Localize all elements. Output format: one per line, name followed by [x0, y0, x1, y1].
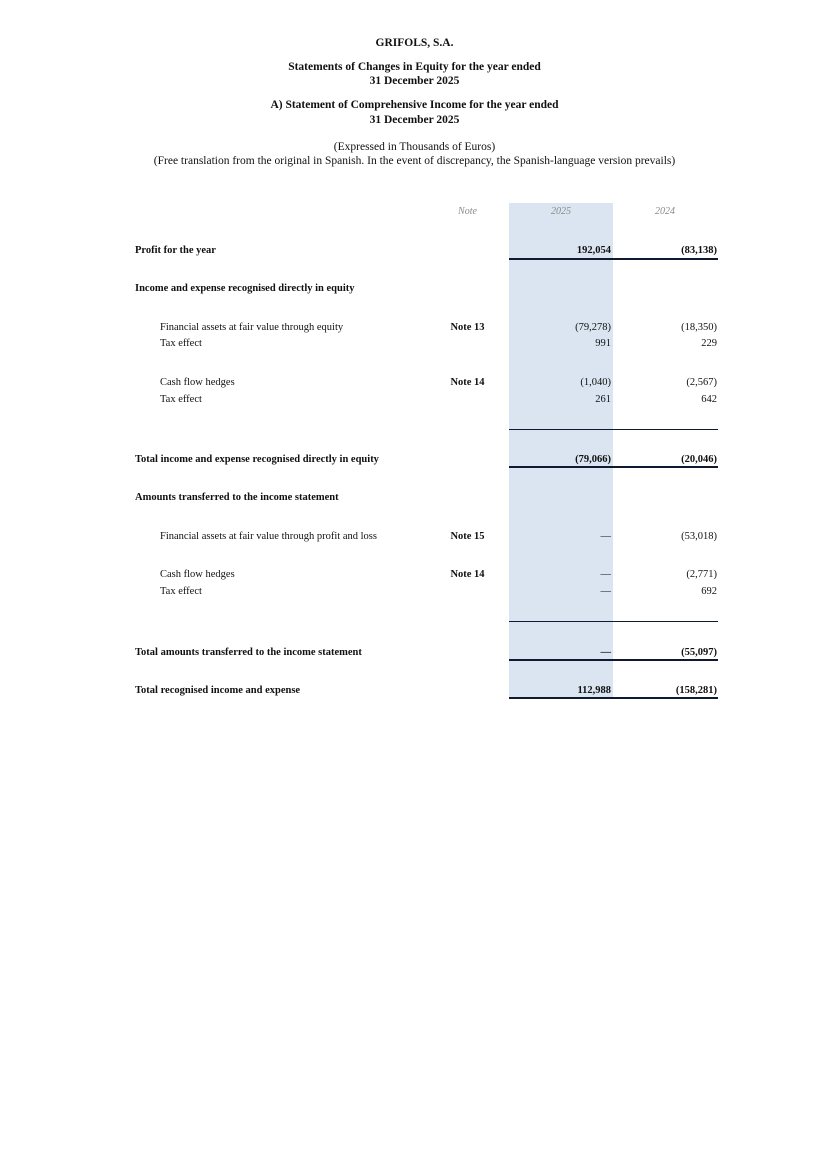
value-2024: (53,018)	[681, 531, 717, 542]
note-ref: Note 14	[450, 377, 485, 388]
section-title-date: 31 December 2025	[369, 114, 460, 126]
value-2025: 192,054	[576, 245, 611, 256]
currency-note: (Expressed in Thousands of Euros)	[333, 141, 496, 153]
value-2025: 112,988	[577, 685, 611, 696]
value-2025: (79,066)	[575, 454, 611, 465]
value-2024: 229	[701, 338, 717, 349]
value-2025: 261	[595, 394, 611, 405]
section-heading: Income and expense recognised directly in equity	[135, 283, 355, 294]
section-heading: Amounts transferred to the income statement	[135, 492, 339, 503]
rule	[509, 697, 718, 699]
value-2024: (55,097)	[681, 647, 717, 658]
value-2024: (158,281)	[675, 685, 717, 696]
rule	[509, 659, 718, 661]
note-column-header: Note	[458, 206, 477, 217]
value-2025: (79,278)	[575, 322, 611, 333]
row-label: Financial assets at fair value through equity	[160, 322, 344, 333]
rule	[509, 429, 718, 430]
value-2024: (83,138)	[681, 245, 717, 256]
row-label: Cash flow hedges	[160, 569, 235, 580]
value-2025: —	[600, 531, 611, 542]
row-label: Tax effect	[160, 394, 202, 405]
value-2025: —	[600, 569, 611, 580]
value-2024: (18,350)	[681, 322, 717, 333]
section-title: A) Statement of Comprehensive Income for the year ended	[270, 99, 559, 111]
row-label: Tax effect	[160, 586, 202, 597]
value-2025: —	[600, 647, 611, 658]
row-label: Total income and expense recognised directly in equity	[135, 454, 379, 465]
row-label: Tax effect	[160, 338, 202, 349]
rule	[509, 466, 718, 468]
statement-title: Statements of Changes in Equity for the year ended	[288, 61, 541, 73]
row-label: Profit for the year	[135, 245, 216, 256]
note-ref: Note 14	[450, 569, 485, 580]
note-ref: Note 15	[450, 531, 485, 542]
row-label: Cash flow hedges	[160, 377, 235, 388]
company-name: GRIFOLS, S.A.	[375, 37, 454, 49]
year-2024-column-header: 2024	[655, 206, 675, 217]
row-label: Total recognised income and expense	[135, 685, 301, 696]
value-2025: —	[600, 586, 611, 597]
value-2024: 692	[701, 586, 717, 597]
row-label: Total amounts transferred to the income statement	[135, 647, 362, 658]
rule	[509, 258, 718, 260]
row-label: Financial assets at fair value through profit and loss	[160, 531, 377, 542]
value-2024: (2,567)	[686, 377, 717, 388]
value-2025: 991	[595, 338, 611, 349]
value-2024: 642	[701, 394, 717, 405]
value-2025: (1,040)	[580, 377, 611, 388]
statement-title-date: 31 December 2025	[369, 75, 460, 87]
value-2024: (20,046)	[681, 454, 717, 465]
value-2024: (2,771)	[686, 569, 717, 580]
note-ref: Note 13	[450, 322, 485, 333]
rule	[509, 621, 718, 622]
current-year-highlight	[509, 203, 613, 699]
translation-note: (Free translation from the original in Spanish. In the event of discrepancy, the Spanish-language version prevails)	[153, 155, 676, 167]
year-2025-column-header: 2025	[551, 206, 571, 217]
